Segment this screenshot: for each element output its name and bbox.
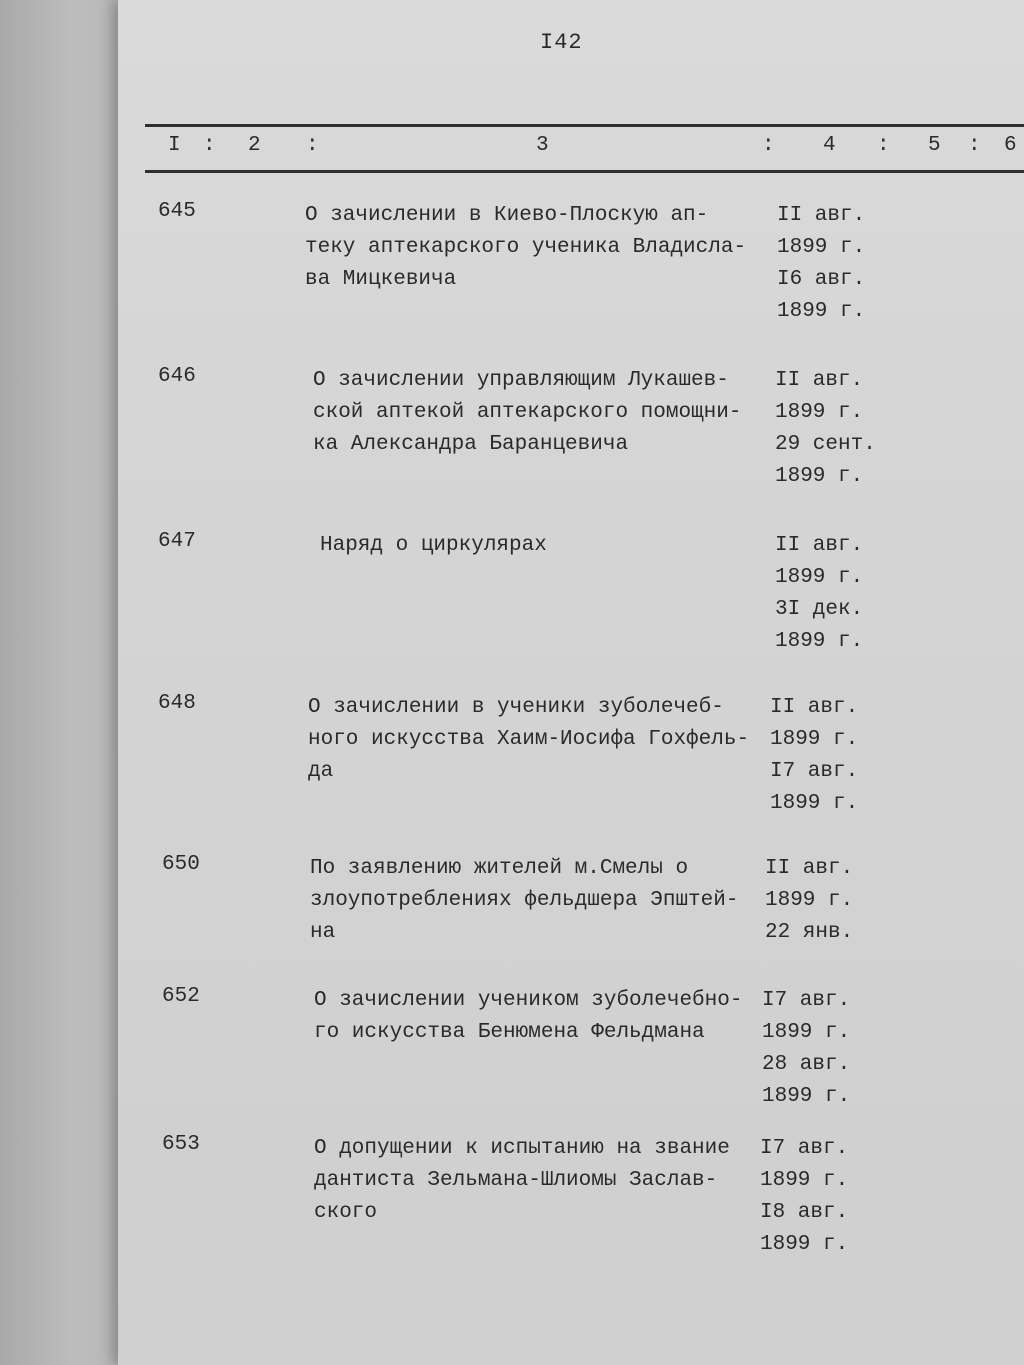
- title-line: да: [308, 760, 334, 783]
- entry-number: 647: [158, 530, 196, 553]
- header-separator: :: [306, 134, 319, 157]
- date-line: 1899 г.: [770, 792, 859, 815]
- date-line: 1899 г.: [775, 630, 864, 653]
- date-line: 22 янв.: [765, 921, 854, 944]
- entry-dates: [770, 692, 858, 820]
- date-line: I7 авг.: [770, 760, 859, 783]
- entry-title: [305, 200, 746, 296]
- table-row: [0, 692, 1024, 852]
- title-line: О зачислении учеником зуболечебно-: [314, 989, 743, 1012]
- header-col-6: 6: [1004, 134, 1017, 157]
- date-line: 3I дек.: [775, 598, 864, 621]
- date-line: I7 авг.: [760, 1137, 849, 1160]
- entry-title: [314, 1133, 730, 1229]
- title-line: О зачислении в Киево-Плоскую ап-: [305, 204, 709, 227]
- title-line: ва Мицкевича: [305, 268, 457, 291]
- entry-number: 652: [162, 985, 200, 1008]
- table-row: [0, 1133, 1024, 1293]
- date-line: I8 авг.: [760, 1201, 849, 1224]
- title-line: О допущении к испытанию на звание: [314, 1137, 730, 1160]
- header-separator: :: [877, 134, 890, 157]
- header-col-5: 5: [928, 134, 941, 157]
- header-separator: :: [762, 134, 775, 157]
- date-line: 1899 г.: [762, 1085, 851, 1108]
- date-line: I7 авг.: [762, 989, 851, 1012]
- date-line: 1899 г.: [775, 566, 864, 589]
- date-line: 1899 г.: [760, 1169, 849, 1192]
- date-line: 1899 г.: [777, 300, 866, 323]
- entry-number: 648: [158, 692, 196, 715]
- entry-number: 645: [158, 200, 196, 223]
- entry-number: 650: [162, 853, 200, 876]
- title-line: на: [310, 921, 336, 944]
- title-line: ного искусства Хаим-Иосифа Гохфель-: [308, 728, 750, 751]
- title-line: ской аптекой аптекарского помощни-: [313, 401, 742, 424]
- entry-number: 646: [158, 365, 196, 388]
- header-separator: :: [968, 134, 981, 157]
- title-line: го искусства Бенюмена Фельдмана: [314, 1021, 705, 1044]
- entry-dates: [762, 985, 850, 1113]
- header-separator: :: [203, 134, 216, 157]
- date-line: 1899 г.: [770, 728, 859, 751]
- entry-title: [308, 692, 749, 788]
- title-line: дантиста Зельмана-Шлиомы Заслав-: [314, 1169, 718, 1192]
- date-line: 1899 г.: [760, 1233, 849, 1256]
- date-line: 1899 г.: [775, 465, 864, 488]
- date-line: 1899 г.: [777, 236, 866, 259]
- header-col-1: I: [168, 134, 181, 157]
- date-line: I6 авг.: [777, 268, 866, 291]
- title-line: ского: [314, 1201, 378, 1224]
- date-line: II авг.: [765, 857, 854, 880]
- entry-dates: [775, 530, 863, 658]
- entry-dates: [760, 1133, 848, 1261]
- page-number: I42: [540, 30, 583, 55]
- date-line: 1899 г.: [762, 1021, 851, 1044]
- entry-dates: [777, 200, 865, 328]
- entry-title: [310, 853, 738, 949]
- table-row: [0, 530, 1024, 690]
- title-line: Наряд о циркулярах: [320, 534, 547, 557]
- date-line: 1899 г.: [775, 401, 864, 424]
- date-line: II авг.: [770, 696, 859, 719]
- header-rule-top: [145, 124, 1024, 127]
- entry-title: [313, 365, 741, 461]
- title-line: теку аптекарского ученика Владисла-: [305, 236, 747, 259]
- header-col-3: 3: [536, 134, 549, 157]
- table-row: [0, 365, 1024, 525]
- date-line: 28 авг.: [762, 1053, 851, 1076]
- entry-dates: [775, 365, 876, 493]
- entry-title: [314, 985, 742, 1049]
- date-line: II авг.: [777, 204, 866, 227]
- date-line: II авг.: [775, 369, 864, 392]
- table-row: [0, 200, 1024, 360]
- entry-dates: [765, 853, 853, 949]
- title-line: злоупотреблениях фельдшера Эпштей-: [310, 889, 739, 912]
- title-line: О зачислении управляющим Лукашев-: [313, 369, 729, 392]
- entry-title: [320, 530, 547, 562]
- date-line: 1899 г.: [765, 889, 854, 912]
- date-line: 29 сент.: [775, 433, 876, 456]
- title-line: О зачислении в ученики зуболечеб-: [308, 696, 724, 719]
- date-line: II авг.: [775, 534, 864, 557]
- header-rule-bottom: [145, 170, 1024, 173]
- table-row: [0, 985, 1024, 1145]
- header-col-4: 4: [823, 134, 836, 157]
- title-line: По заявлению жителей м.Смелы о: [310, 857, 689, 880]
- entry-number: 653: [162, 1133, 200, 1156]
- header-col-2: 2: [248, 134, 261, 157]
- title-line: ка Александра Баранцевича: [313, 433, 629, 456]
